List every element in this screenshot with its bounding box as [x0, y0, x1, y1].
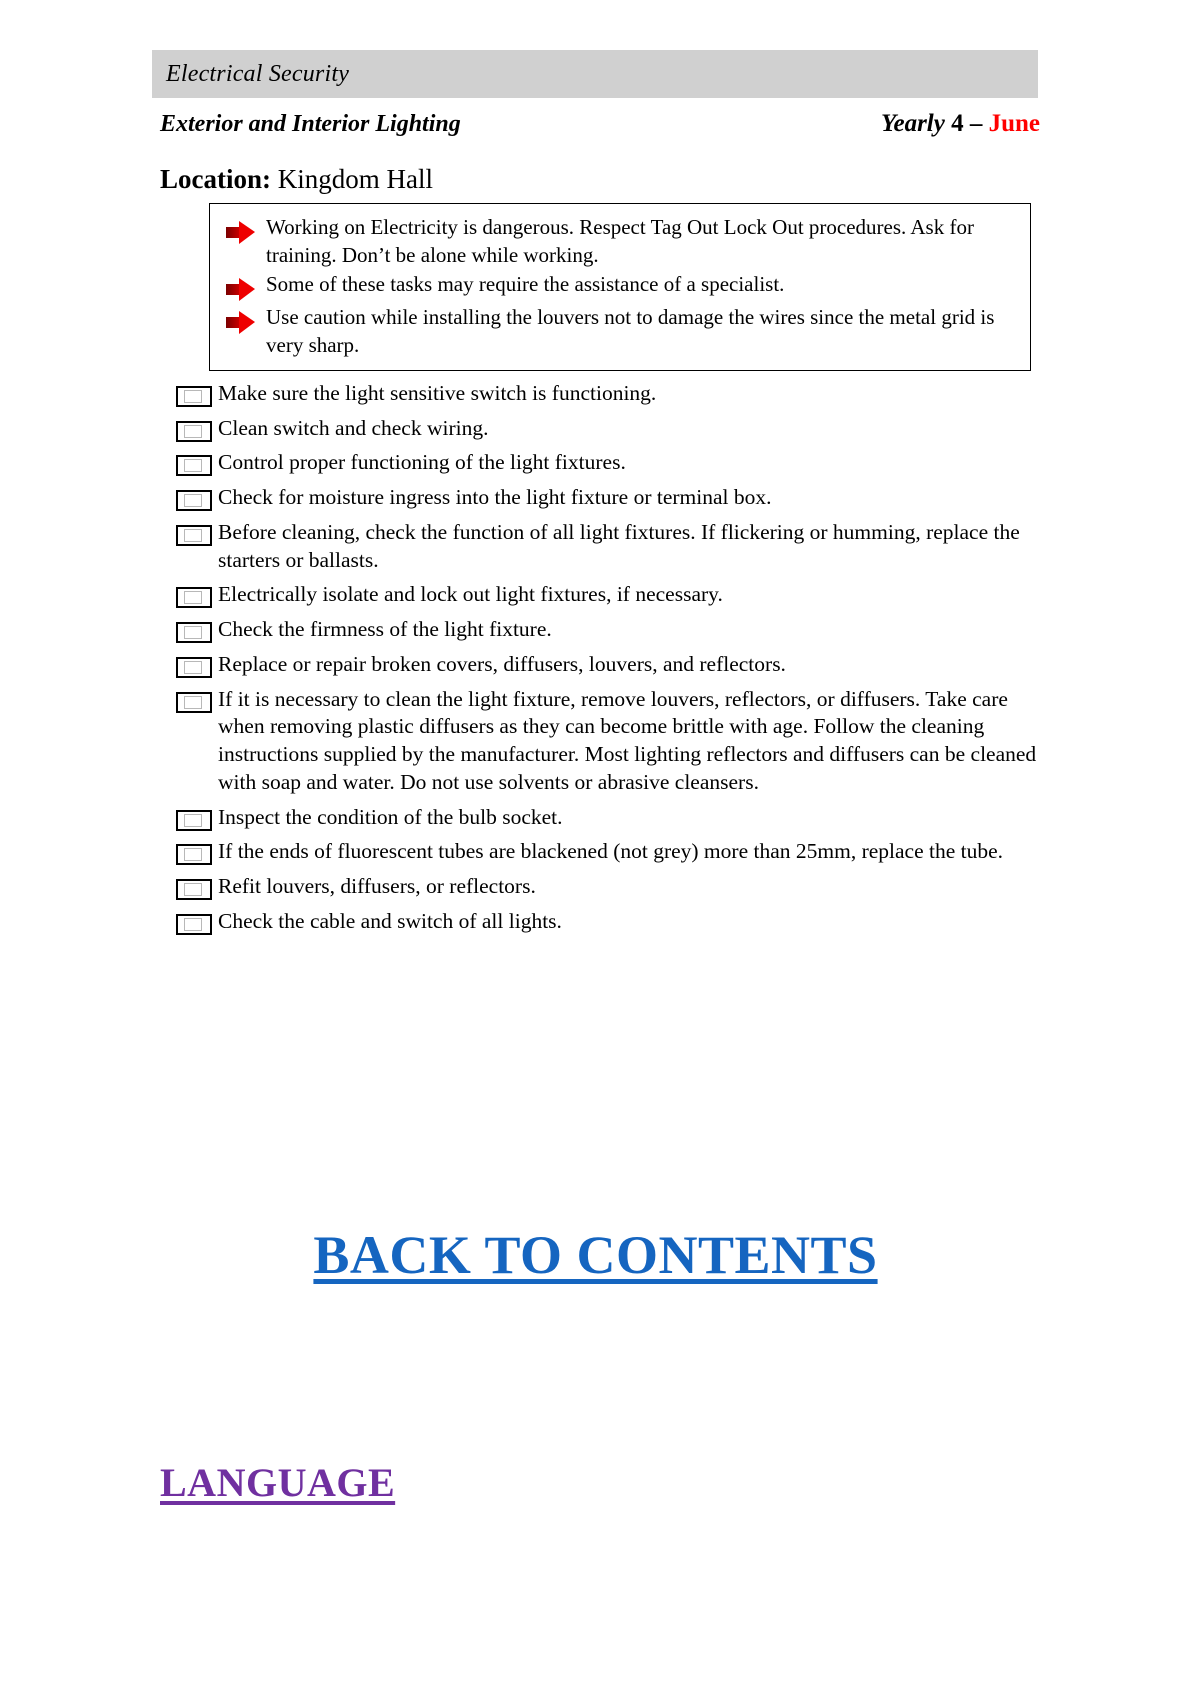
- checklist-item[interactable]: [176, 908, 1038, 936]
- checklist-item-label: Before cleaning, check the function of all light fixtures. If flickering or humming, replace the starters or ballasts.: [218, 519, 1020, 572]
- checklist-item-label: Replace or repair broken covers, diffusers, louvers, and reflectors.: [218, 651, 786, 676]
- checklist-item-label: If it is necessary to clean the light fixture, remove louvers, reflectors, or diffusers. Take care when removing plastic diffusers as they can become brittle with age. Follow the cleaning instructions supplied by the manufacturer. Most lighting reflectors and diffusers can be cleaned with soap and water. Do not use solvents or abrasive cleansers.: [218, 686, 1037, 794]
- checklist-item-label: Check for moisture ingress into the light fixture or terminal box.: [218, 485, 772, 510]
- checkbox[interactable]: [176, 844, 212, 865]
- warning-text: Use caution while installing the louvers not to damage the wires since the metal grid is very sharp.: [266, 305, 995, 358]
- checklist-item[interactable]: [176, 804, 1038, 832]
- checkbox[interactable]: [176, 914, 212, 935]
- checklist-item-label: Control proper functioning of the light fixtures.: [218, 450, 626, 475]
- period-indicator: [881, 110, 1040, 138]
- checklist-item[interactable]: [176, 380, 1038, 408]
- section-title: Exterior and Interior Lighting: [160, 111, 461, 137]
- checkbox[interactable]: [176, 657, 212, 678]
- checklist-item-label: Check the cable and switch of all lights.: [218, 908, 562, 933]
- period-label: Yearly: [880, 110, 945, 137]
- checkbox[interactable]: [176, 622, 212, 643]
- warning-text: Working on Electricity is dangerous. Respect Tag Out Lock Out procedures. Ask for training. Don’t be alone while working.: [266, 215, 974, 267]
- checkbox[interactable]: [176, 525, 212, 546]
- checklist-item[interactable]: [176, 873, 1038, 901]
- checklist-item[interactable]: [176, 616, 1038, 644]
- checklist-item-label: Inspect the condition of the bulb socket.: [218, 804, 563, 829]
- checklist-item[interactable]: [176, 449, 1038, 477]
- red-arrow-icon: [224, 276, 258, 302]
- warning-item: [224, 271, 1018, 302]
- period-number: 4: [951, 110, 964, 137]
- checkbox[interactable]: [176, 810, 212, 831]
- checkbox[interactable]: [176, 587, 212, 608]
- warning-item: [224, 214, 1018, 269]
- language-link[interactable]: LANGUAGE: [160, 1460, 396, 1505]
- checklist-item-label: Electrically isolate and lock out light fixtures, if necessary.: [218, 582, 723, 607]
- location-row: [160, 164, 433, 195]
- warning-item: [224, 304, 1018, 359]
- checkbox[interactable]: [176, 692, 212, 713]
- checklist-item-label: Refit louvers, diffusers, or reflectors.: [218, 874, 536, 899]
- checkbox[interactable]: [176, 421, 212, 442]
- checkbox[interactable]: [176, 879, 212, 900]
- red-arrow-icon: [224, 219, 258, 245]
- checklist-item[interactable]: [176, 581, 1038, 609]
- back-to-contents-link[interactable]: BACK TO CONTENTS: [313, 1225, 878, 1285]
- location-label: Location:: [160, 164, 271, 194]
- safety-warning-box: [209, 203, 1031, 371]
- checklist-item[interactable]: [176, 651, 1038, 679]
- warning-text: Some of these tasks may require the assistance of a specialist.: [266, 272, 785, 297]
- period-month: June: [988, 110, 1040, 137]
- checkbox[interactable]: [176, 386, 212, 407]
- checklist-item-label: Clean switch and check wiring.: [218, 415, 489, 440]
- checklist-item-label: Make sure the light sensitive switch is functioning.: [218, 381, 657, 405]
- checklist-item[interactable]: [176, 838, 1038, 866]
- red-arrow-icon: [224, 309, 258, 335]
- task-checklist: [176, 380, 1038, 942]
- checklist-item[interactable]: [176, 686, 1038, 797]
- header-band: [152, 50, 1038, 98]
- checklist-item[interactable]: [176, 415, 1038, 443]
- location-value: Kingdom Hall: [277, 164, 433, 194]
- checkbox[interactable]: [176, 455, 212, 476]
- document-category-title: Electrical Security: [166, 60, 350, 87]
- checklist-item-label: If the ends of fluorescent tubes are blackened (not grey) more than 25mm, replace the tube.: [218, 839, 1004, 864]
- checklist-item-label: Check the firmness of the light fixture.: [218, 617, 552, 642]
- period-dash: –: [969, 110, 983, 137]
- checkbox[interactable]: [176, 490, 212, 511]
- checklist-item[interactable]: [176, 484, 1038, 512]
- section-header-row: [160, 110, 1040, 138]
- checklist-item[interactable]: [176, 519, 1038, 574]
